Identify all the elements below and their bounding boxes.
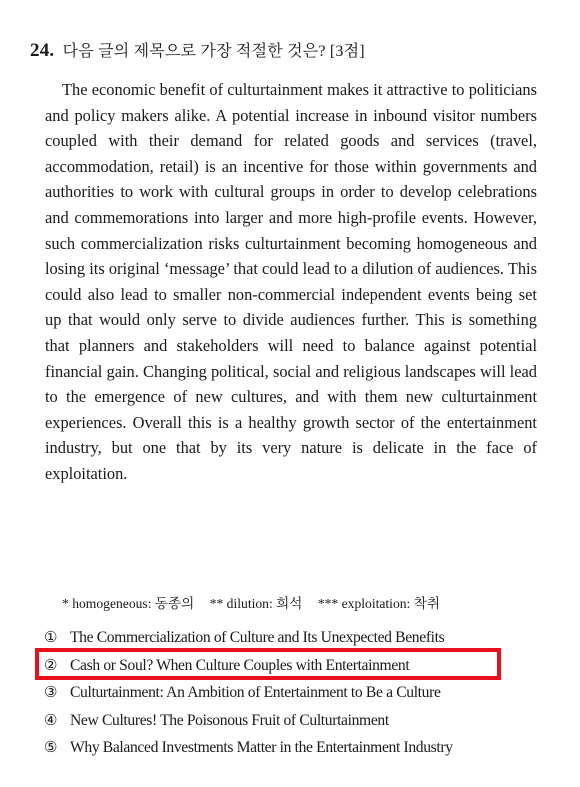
option-text: Why Balanced Investments Matter in the Entertainment Industry: [70, 739, 453, 756]
option-marker: ①: [44, 630, 58, 646]
question-prompt: 다음 글의 제목으로 가장 적절한 것은? [3점]: [62, 43, 365, 60]
option-text: The Commercialization of Culture and Its Unexpected Benefits: [70, 629, 445, 646]
option-text: Cash or Soul? When Culture Couples with Entertainment: [70, 656, 410, 674]
footnotes: [62, 592, 452, 612]
question-header: [30, 38, 365, 62]
option-marker: ②: [44, 657, 58, 674]
option-text: Culturtainment: An Ambition of Entertainment to Be a Culture: [70, 684, 441, 701]
question-number: 24.: [30, 40, 55, 61]
footnote-exploitation: *** exploitation: 착취: [317, 596, 440, 611]
footnote-dilution: ** dilution: 희석: [209, 596, 303, 611]
answer-option-3[interactable]: [44, 683, 453, 711]
option-marker: ④: [44, 712, 58, 729]
answer-option-5[interactable]: [44, 738, 453, 766]
footnote-homogeneous: * homogeneous: 동종의: [62, 596, 195, 611]
option-marker: ③: [44, 685, 58, 701]
passage-text: The economic benefit of culturtainment makes it attractive to politicians and policy makers alike. A potential increase in inbound visitor numbers coupled with their demand for related goods and services (travel, accommodation, retail) is an incentive for those within governments and authorities to work with cultural groups in order to develop celebrations and commemorations into larger and more high-profile events. However, such commercialization risks culturtainment becoming homogeneous and losing its original ‘message’ that could lead to a dilution of audiences. This could also lead to smaller non-commercial independent events being set up that would only serve to divide audiences further. This is something that planners and stakeholders will need to balance against potential financial gain. Changing political, social and religious landscapes will lead to the emergence of new cultures, and with them new culturtainment experiences. Overall this is a healthy growth sector of the entertainment industry, but one that by its very nature is delicate in the face of exploitation.: [45, 80, 537, 483]
option-marker: ⑤: [44, 740, 58, 756]
option-text: New Cultures! The Poisonous Fruit of Culturtainment: [70, 711, 389, 729]
answer-option-4[interactable]: [44, 711, 453, 739]
answer-highlight-box: [35, 648, 501, 680]
